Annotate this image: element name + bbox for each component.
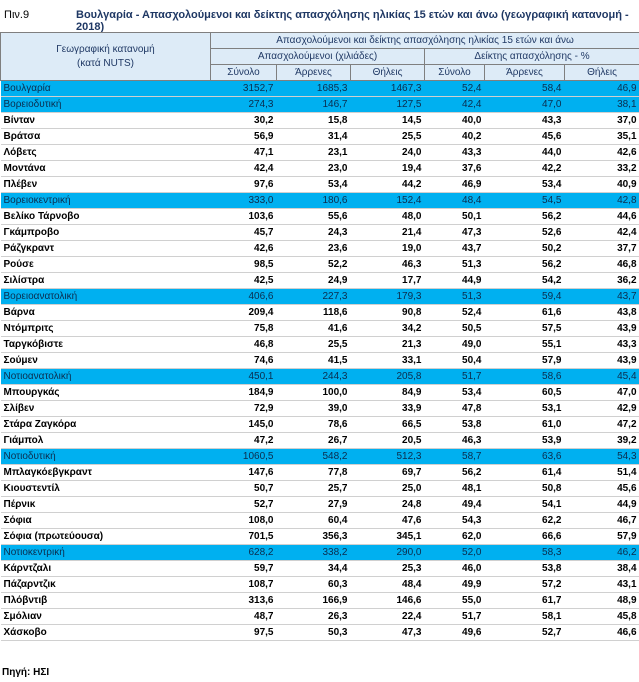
- cell-value: 46,8: [211, 337, 277, 353]
- cell-value: 19,4: [351, 161, 425, 177]
- table-row: [1, 337, 639, 353]
- cell-value: 209,4: [211, 305, 277, 321]
- cell-value: 701,5: [211, 529, 277, 545]
- cell-value: 50,4: [425, 353, 485, 369]
- geo-header-line1: Γεωγραφική κατανομή: [56, 43, 155, 55]
- table-row: [1, 593, 639, 609]
- cell-value: 52,4: [425, 305, 485, 321]
- cell-value: 52,2: [277, 257, 351, 273]
- cell-value: 42,4: [211, 161, 277, 177]
- table-row: [1, 177, 639, 193]
- cell-value: 42,5: [211, 273, 277, 289]
- cell-value: 44,0: [485, 145, 565, 161]
- cell-value: 44,2: [351, 177, 425, 193]
- row-name: Σιλίστρα: [1, 273, 211, 289]
- col-header-rate-female: Θήλεις: [565, 65, 639, 81]
- cell-value: 313,6: [211, 593, 277, 609]
- table-row: [1, 497, 639, 513]
- group-main-header: Απασχολούμενοι και δείκτης απασχόλησης ηλικίας 15 ετών και άνω: [211, 33, 639, 49]
- cell-value: 48,4: [425, 193, 485, 209]
- row-name: Χάσκοβο: [1, 625, 211, 641]
- region-row: [1, 545, 639, 561]
- cell-value: 58,3: [485, 545, 565, 561]
- cell-value: 53,9: [485, 433, 565, 449]
- cell-value: 46,3: [425, 433, 485, 449]
- cell-value: 98,5: [211, 257, 277, 273]
- table-row: [1, 529, 639, 545]
- cell-value: 450,1: [211, 369, 277, 385]
- row-name: Σούμεν: [1, 353, 211, 369]
- row-name: Κιουστεντίλ: [1, 481, 211, 497]
- cell-value: 47,3: [351, 625, 425, 641]
- cell-value: 17,7: [351, 273, 425, 289]
- cell-value: 53,4: [425, 385, 485, 401]
- row-name: Γκάμπροβο: [1, 225, 211, 241]
- cell-value: 74,6: [211, 353, 277, 369]
- cell-value: 40,2: [425, 129, 485, 145]
- table-row: [1, 481, 639, 497]
- cell-value: 23,1: [277, 145, 351, 161]
- table-title-bar: [0, 0, 639, 32]
- cell-value: 290,0: [351, 545, 425, 561]
- row-name: Βορειοανατολική: [1, 289, 211, 305]
- region-row: [1, 289, 639, 305]
- cell-value: 75,8: [211, 321, 277, 337]
- table-row: [1, 385, 639, 401]
- cell-value: 97,5: [211, 625, 277, 641]
- cell-value: 45,6: [565, 481, 639, 497]
- cell-value: 43,9: [565, 353, 639, 369]
- cell-value: 24,0: [351, 145, 425, 161]
- cell-value: 62,2: [485, 513, 565, 529]
- row-name: Μπουργκάς: [1, 385, 211, 401]
- cell-value: 43,1: [565, 577, 639, 593]
- row-name: Ντόμπριτς: [1, 321, 211, 337]
- source-note: Πηγή: ΗΣΙ: [2, 667, 50, 678]
- row-name: Βελίκο Τάρνοβο: [1, 209, 211, 225]
- table-row: [1, 353, 639, 369]
- cell-value: 69,7: [351, 465, 425, 481]
- row-name: Νοτιοδυτική: [1, 449, 211, 465]
- table-id: Πιν.9: [4, 9, 30, 21]
- cell-value: 39,0: [277, 401, 351, 417]
- cell-value: 20,5: [351, 433, 425, 449]
- region-row: [1, 97, 639, 113]
- cell-value: 51,7: [425, 609, 485, 625]
- cell-value: 127,5: [351, 97, 425, 113]
- cell-value: 43,8: [565, 305, 639, 321]
- cell-value: 56,9: [211, 129, 277, 145]
- table-row: [1, 145, 639, 161]
- row-name: Βορειοδυτική: [1, 97, 211, 113]
- cell-value: 60,3: [277, 577, 351, 593]
- cell-value: 84,9: [351, 385, 425, 401]
- col-header-employed-total: Σύνολο: [211, 65, 277, 81]
- cell-value: 152,4: [351, 193, 425, 209]
- cell-value: 33,9: [351, 401, 425, 417]
- cell-value: 35,1: [565, 129, 639, 145]
- table-row: [1, 209, 639, 225]
- table-row: [1, 417, 639, 433]
- table-title: Βουλγαρία - Απασχολούμενοι και δείκτης απασχόλησης ηλικίας 15 ετών και άνω (γεωγραφική κατανομή - 2018): [76, 9, 629, 33]
- table-row: [1, 161, 639, 177]
- cell-value: 1060,5: [211, 449, 277, 465]
- cell-value: 45,8: [565, 609, 639, 625]
- cell-value: 59,7: [211, 561, 277, 577]
- cell-value: 37,7: [565, 241, 639, 257]
- cell-value: 23,0: [277, 161, 351, 177]
- cell-value: 45,4: [565, 369, 639, 385]
- cell-value: 50,3: [277, 625, 351, 641]
- cell-value: 37,0: [565, 113, 639, 129]
- cell-value: 40,9: [565, 177, 639, 193]
- cell-value: 52,0: [425, 545, 485, 561]
- cell-value: 52,7: [211, 497, 277, 513]
- cell-value: 51,3: [425, 289, 485, 305]
- cell-value: 146,7: [277, 97, 351, 113]
- table-row: [1, 513, 639, 529]
- region-row: [1, 81, 639, 97]
- cell-value: 43,3: [485, 113, 565, 129]
- cell-value: 52,7: [485, 625, 565, 641]
- cell-value: 51,3: [425, 257, 485, 273]
- cell-value: 55,6: [277, 209, 351, 225]
- cell-value: 66,5: [351, 417, 425, 433]
- cell-value: 51,7: [425, 369, 485, 385]
- cell-value: 244,3: [277, 369, 351, 385]
- cell-value: 51,4: [565, 465, 639, 481]
- table-row: [1, 225, 639, 241]
- cell-value: 21,4: [351, 225, 425, 241]
- cell-value: 44,9: [425, 273, 485, 289]
- cell-value: 27,9: [277, 497, 351, 513]
- row-name: Σλίβεν: [1, 401, 211, 417]
- cell-value: 43,7: [425, 241, 485, 257]
- cell-value: 1685,3: [277, 81, 351, 97]
- row-name: Βάρνα: [1, 305, 211, 321]
- cell-value: 60,5: [485, 385, 565, 401]
- cell-value: 41,5: [277, 353, 351, 369]
- table-row: [1, 577, 639, 593]
- cell-value: 58,1: [485, 609, 565, 625]
- cell-value: 54,1: [485, 497, 565, 513]
- cell-value: 43,3: [425, 145, 485, 161]
- col-header-rate-total: Σύνολο: [425, 65, 485, 81]
- cell-value: 56,2: [425, 465, 485, 481]
- cell-value: 34,4: [277, 561, 351, 577]
- cell-value: 47,6: [351, 513, 425, 529]
- cell-value: 42,2: [485, 161, 565, 177]
- cell-value: 628,2: [211, 545, 277, 561]
- rate-header: Δείκτης απασχόλησης - %: [425, 49, 639, 65]
- cell-value: 50,1: [425, 209, 485, 225]
- row-name: Στάρα Ζαγκόρα: [1, 417, 211, 433]
- cell-value: 118,6: [277, 305, 351, 321]
- cell-value: 46,8: [565, 257, 639, 273]
- row-name: Πέρνικ: [1, 497, 211, 513]
- cell-value: 14,5: [351, 113, 425, 129]
- row-name: Ράζγκραντ: [1, 241, 211, 257]
- cell-value: 54,3: [425, 513, 485, 529]
- cell-value: 24,9: [277, 273, 351, 289]
- row-name: Γιάμπολ: [1, 433, 211, 449]
- cell-value: 3152,7: [211, 81, 277, 97]
- cell-value: 58,7: [425, 449, 485, 465]
- cell-value: 58,6: [485, 369, 565, 385]
- cell-value: 42,4: [565, 225, 639, 241]
- row-name: Βορειοκεντρική: [1, 193, 211, 209]
- row-name: Πλόβντιβ: [1, 593, 211, 609]
- cell-value: 103,6: [211, 209, 277, 225]
- cell-value: 61,4: [485, 465, 565, 481]
- row-name: Πάζαρντζικ: [1, 577, 211, 593]
- cell-value: 61,7: [485, 593, 565, 609]
- cell-value: 333,0: [211, 193, 277, 209]
- cell-value: 42,6: [211, 241, 277, 257]
- cell-value: 44,6: [565, 209, 639, 225]
- table-row: [1, 321, 639, 337]
- cell-value: 108,7: [211, 577, 277, 593]
- cell-value: 25,0: [351, 481, 425, 497]
- cell-value: 48,4: [351, 577, 425, 593]
- table-row: [1, 625, 639, 641]
- cell-value: 26,7: [277, 433, 351, 449]
- cell-value: 55,0: [425, 593, 485, 609]
- row-name: Μοντάνα: [1, 161, 211, 177]
- cell-value: 145,0: [211, 417, 277, 433]
- cell-value: 548,2: [277, 449, 351, 465]
- cell-value: 49,0: [425, 337, 485, 353]
- cell-value: 53,8: [485, 561, 565, 577]
- cell-value: 15,8: [277, 113, 351, 129]
- cell-value: 48,9: [565, 593, 639, 609]
- cell-value: 33,1: [351, 353, 425, 369]
- cell-value: 43,9: [565, 321, 639, 337]
- cell-value: 53,1: [485, 401, 565, 417]
- cell-value: 47,3: [425, 225, 485, 241]
- cell-value: 48,7: [211, 609, 277, 625]
- cell-value: 53,4: [485, 177, 565, 193]
- cell-value: 62,0: [425, 529, 485, 545]
- row-name: Μπλαγκόεβγκραντ: [1, 465, 211, 481]
- cell-value: 57,9: [565, 529, 639, 545]
- cell-value: 25,7: [277, 481, 351, 497]
- cell-value: 23,6: [277, 241, 351, 257]
- cell-value: 512,3: [351, 449, 425, 465]
- cell-value: 46,0: [425, 561, 485, 577]
- cell-value: 25,5: [277, 337, 351, 353]
- cell-value: 227,3: [277, 289, 351, 305]
- cell-value: 166,9: [277, 593, 351, 609]
- cell-value: 406,6: [211, 289, 277, 305]
- col-header-employed-male: Άρρενες: [277, 65, 351, 81]
- cell-value: 66,6: [485, 529, 565, 545]
- cell-value: 46,3: [351, 257, 425, 273]
- cell-value: 50,2: [485, 241, 565, 257]
- cell-value: 61,6: [485, 305, 565, 321]
- cell-value: 147,6: [211, 465, 277, 481]
- table-row: [1, 273, 639, 289]
- cell-value: 49,9: [425, 577, 485, 593]
- cell-value: 38,1: [565, 97, 639, 113]
- cell-value: 57,2: [485, 577, 565, 593]
- cell-value: 47,2: [565, 417, 639, 433]
- cell-value: 21,3: [351, 337, 425, 353]
- table-row: [1, 465, 639, 481]
- cell-value: 47,2: [211, 433, 277, 449]
- cell-value: 47,0: [485, 97, 565, 113]
- cell-value: 34,2: [351, 321, 425, 337]
- cell-value: 50,8: [485, 481, 565, 497]
- cell-value: 46,2: [565, 545, 639, 561]
- col-header-employed-female: Θήλεις: [351, 65, 425, 81]
- cell-value: 33,2: [565, 161, 639, 177]
- cell-value: 48,0: [351, 209, 425, 225]
- cell-value: 42,9: [565, 401, 639, 417]
- cell-value: 52,4: [425, 81, 485, 97]
- table-row: [1, 241, 639, 257]
- cell-value: 77,8: [277, 465, 351, 481]
- cell-value: 38,4: [565, 561, 639, 577]
- row-name: Νοτιοανατολική: [1, 369, 211, 385]
- cell-value: 48,1: [425, 481, 485, 497]
- cell-value: 44,9: [565, 497, 639, 513]
- row-name: Πλέβεν: [1, 177, 211, 193]
- cell-value: 42,6: [565, 145, 639, 161]
- col-header-rate-male: Άρρενες: [485, 65, 565, 81]
- cell-value: 50,7: [211, 481, 277, 497]
- cell-value: 184,9: [211, 385, 277, 401]
- cell-value: 43,7: [565, 289, 639, 305]
- cell-value: 49,6: [425, 625, 485, 641]
- cell-value: 52,6: [485, 225, 565, 241]
- cell-value: 58,4: [485, 81, 565, 97]
- cell-value: 49,4: [425, 497, 485, 513]
- employed-header: Απασχολούμενοι (χιλιάδες): [211, 49, 425, 65]
- cell-value: 60,4: [277, 513, 351, 529]
- table-row: [1, 129, 639, 145]
- cell-value: 42,4: [425, 97, 485, 113]
- row-name: Βράτσα: [1, 129, 211, 145]
- cell-value: 72,9: [211, 401, 277, 417]
- cell-value: 100,0: [277, 385, 351, 401]
- cell-value: 356,3: [277, 529, 351, 545]
- cell-value: 22,4: [351, 609, 425, 625]
- cell-value: 47,1: [211, 145, 277, 161]
- cell-value: 40,0: [425, 113, 485, 129]
- employment-table: [0, 32, 639, 641]
- cell-value: 179,3: [351, 289, 425, 305]
- cell-value: 47,8: [425, 401, 485, 417]
- cell-value: 30,2: [211, 113, 277, 129]
- row-name: Λόβετς: [1, 145, 211, 161]
- cell-value: 24,8: [351, 497, 425, 513]
- cell-value: 63,6: [485, 449, 565, 465]
- table-row: [1, 401, 639, 417]
- cell-value: 108,0: [211, 513, 277, 529]
- cell-value: 26,3: [277, 609, 351, 625]
- table-row: [1, 257, 639, 273]
- cell-value: 25,5: [351, 129, 425, 145]
- cell-value: 19,0: [351, 241, 425, 257]
- cell-value: 1467,3: [351, 81, 425, 97]
- cell-value: 46,9: [565, 81, 639, 97]
- row-name: Ρούσε: [1, 257, 211, 273]
- row-name: Βουλγαρία: [1, 81, 211, 97]
- cell-value: 46,7: [565, 513, 639, 529]
- cell-value: 46,6: [565, 625, 639, 641]
- row-name: Σόφια (πρωτεύουσα): [1, 529, 211, 545]
- table-row: [1, 113, 639, 129]
- row-name: Ταργκόβιστε: [1, 337, 211, 353]
- cell-value: 57,5: [485, 321, 565, 337]
- row-name: Νοτιοκεντρική: [1, 545, 211, 561]
- table-row: [1, 305, 639, 321]
- cell-value: 55,1: [485, 337, 565, 353]
- cell-value: 345,1: [351, 529, 425, 545]
- row-name: Κάρντζαλι: [1, 561, 211, 577]
- cell-value: 42,8: [565, 193, 639, 209]
- cell-value: 37,6: [425, 161, 485, 177]
- cell-value: 53,8: [425, 417, 485, 433]
- cell-value: 54,5: [485, 193, 565, 209]
- region-row: [1, 193, 639, 209]
- cell-value: 41,6: [277, 321, 351, 337]
- table-row: [1, 609, 639, 625]
- cell-value: 205,8: [351, 369, 425, 385]
- cell-value: 97,6: [211, 177, 277, 193]
- cell-value: 78,6: [277, 417, 351, 433]
- region-row: [1, 369, 639, 385]
- cell-value: 43,3: [565, 337, 639, 353]
- cell-value: 180,6: [277, 193, 351, 209]
- cell-value: 45,7: [211, 225, 277, 241]
- table-row: [1, 433, 639, 449]
- cell-value: 47,0: [565, 385, 639, 401]
- cell-value: 90,8: [351, 305, 425, 321]
- cell-value: 25,3: [351, 561, 425, 577]
- cell-value: 39,2: [565, 433, 639, 449]
- cell-value: 36,2: [565, 273, 639, 289]
- cell-value: 46,9: [425, 177, 485, 193]
- cell-value: 338,2: [277, 545, 351, 561]
- cell-value: 24,3: [277, 225, 351, 241]
- table-body: [1, 81, 639, 641]
- region-row: [1, 449, 639, 465]
- cell-value: 61,0: [485, 417, 565, 433]
- cell-value: 53,4: [277, 177, 351, 193]
- cell-value: 45,6: [485, 129, 565, 145]
- row-name: Σόφια: [1, 513, 211, 529]
- cell-value: 56,2: [485, 209, 565, 225]
- geo-header-line2: (κατά NUTS): [77, 57, 134, 69]
- cell-value: 56,2: [485, 257, 565, 273]
- cell-value: 274,3: [211, 97, 277, 113]
- cell-value: 59,4: [485, 289, 565, 305]
- row-name: Βίνταν: [1, 113, 211, 129]
- cell-value: 57,9: [485, 353, 565, 369]
- cell-value: 31,4: [277, 129, 351, 145]
- cell-value: 54,3: [565, 449, 639, 465]
- row-name: Σμόλιαν: [1, 609, 211, 625]
- table-row: [1, 561, 639, 577]
- cell-value: 146,6: [351, 593, 425, 609]
- geo-column-header: [1, 33, 211, 81]
- cell-value: 54,2: [485, 273, 565, 289]
- cell-value: 50,5: [425, 321, 485, 337]
